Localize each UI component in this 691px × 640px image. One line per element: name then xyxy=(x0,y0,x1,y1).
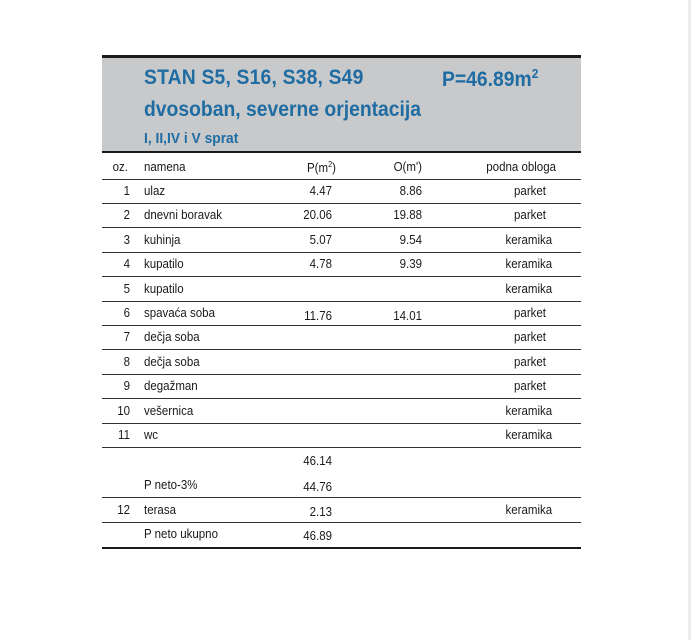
room-no: 10 xyxy=(117,403,130,418)
table-row xyxy=(102,351,581,375)
room-name: degažman xyxy=(144,379,198,394)
room-name: wc xyxy=(144,428,159,442)
room-floor: keramika xyxy=(505,281,553,296)
room-floor: keramika xyxy=(505,232,553,247)
col-header-name: namena xyxy=(144,160,186,174)
room-no: 11 xyxy=(118,428,130,442)
terrace-row xyxy=(102,499,581,523)
room-perimeter: 9.39 xyxy=(399,257,422,272)
table-row xyxy=(102,229,581,253)
table-row xyxy=(102,180,581,204)
terrace-area: 2.13 xyxy=(309,505,332,519)
table-row xyxy=(102,375,581,399)
final-total-value: 46.89 xyxy=(303,529,332,543)
room-no: 3 xyxy=(123,232,130,247)
summary-neto-label: P neto-3% xyxy=(144,478,198,492)
room-name: kupatilo xyxy=(144,257,184,272)
area-unit-exponent: 2 xyxy=(531,66,539,81)
final-total-row xyxy=(102,523,581,549)
apartment-title: STAN S5, S16, S38, S49 xyxy=(144,66,364,89)
table-row xyxy=(102,253,581,277)
room-floor: parket xyxy=(514,379,546,394)
apartment-area-value: P=46.89m xyxy=(442,68,532,91)
room-no: 2 xyxy=(123,208,130,223)
col-header-no: oz. xyxy=(112,160,128,174)
summary-total-value: 46.14 xyxy=(303,454,332,468)
room-floor: keramika xyxy=(505,403,553,418)
summary-total-row xyxy=(102,450,581,474)
room-name: dečja soba xyxy=(144,330,200,345)
room-name: dnevni boravak xyxy=(144,208,222,223)
room-floor: keramika xyxy=(505,257,553,272)
col-header-area-close: ) xyxy=(332,161,336,176)
table-row xyxy=(102,424,581,448)
room-floor: keramika xyxy=(505,428,553,442)
room-name: kuhinja xyxy=(144,232,181,247)
apartment-subtitle: dvosoban, severne orjentacija xyxy=(144,98,422,121)
room-name: kupatilo xyxy=(144,281,184,296)
room-name: dečja soba xyxy=(144,354,200,369)
room-no: 5 xyxy=(123,281,130,296)
apartment-header xyxy=(102,55,581,153)
room-name: vešernica xyxy=(144,403,194,418)
col-header-floor: podna obloga xyxy=(486,160,556,174)
summary-neto-row xyxy=(102,474,581,498)
col-header-perimeter: O(m') xyxy=(393,160,422,174)
room-area: 4.47 xyxy=(309,184,332,198)
room-no: 7 xyxy=(123,330,130,345)
room-perimeter: 9.54 xyxy=(399,232,422,247)
table-row xyxy=(102,326,581,350)
table-row xyxy=(102,400,581,424)
table-row xyxy=(102,302,581,326)
table-row xyxy=(102,204,581,228)
apartment-area xyxy=(442,66,538,92)
terrace-floor: keramika xyxy=(505,503,553,517)
room-no: 1 xyxy=(123,184,130,198)
apartment-floors: I, II,IV i V sprat xyxy=(144,130,239,147)
apartment-spec-sheet xyxy=(102,55,581,548)
room-floor: parket xyxy=(514,208,546,223)
room-no: 4 xyxy=(123,257,130,272)
terrace-name: terasa xyxy=(144,503,176,517)
table-row xyxy=(102,278,581,302)
room-floor: parket xyxy=(514,184,546,198)
room-floor: parket xyxy=(514,330,546,345)
room-floor: parket xyxy=(514,354,546,369)
room-perimeter: 19.88 xyxy=(393,208,422,223)
room-name: ulaz xyxy=(144,184,166,198)
room-name: spavaća soba xyxy=(144,306,215,320)
room-perimeter: 14.01 xyxy=(393,309,422,323)
room-area: 20.06 xyxy=(303,208,332,223)
final-total-label: P neto ukupno xyxy=(144,527,218,541)
terrace-no: 12 xyxy=(117,503,130,517)
room-area: 4.78 xyxy=(309,257,332,272)
room-no: 6 xyxy=(123,306,130,320)
col-header-area-label: P(m xyxy=(306,161,329,176)
room-area: 11.76 xyxy=(304,309,332,323)
col-header-area xyxy=(299,160,336,175)
room-no: 8 xyxy=(123,354,130,369)
room-no: 9 xyxy=(123,379,130,394)
col-header-area-exp: 2 xyxy=(328,160,333,169)
room-floor: parket xyxy=(514,306,546,320)
room-perimeter: 8.86 xyxy=(399,184,422,198)
room-area: 5.07 xyxy=(309,232,332,247)
summary-neto-value: 44.76 xyxy=(303,480,332,494)
table-header-row xyxy=(102,156,581,180)
